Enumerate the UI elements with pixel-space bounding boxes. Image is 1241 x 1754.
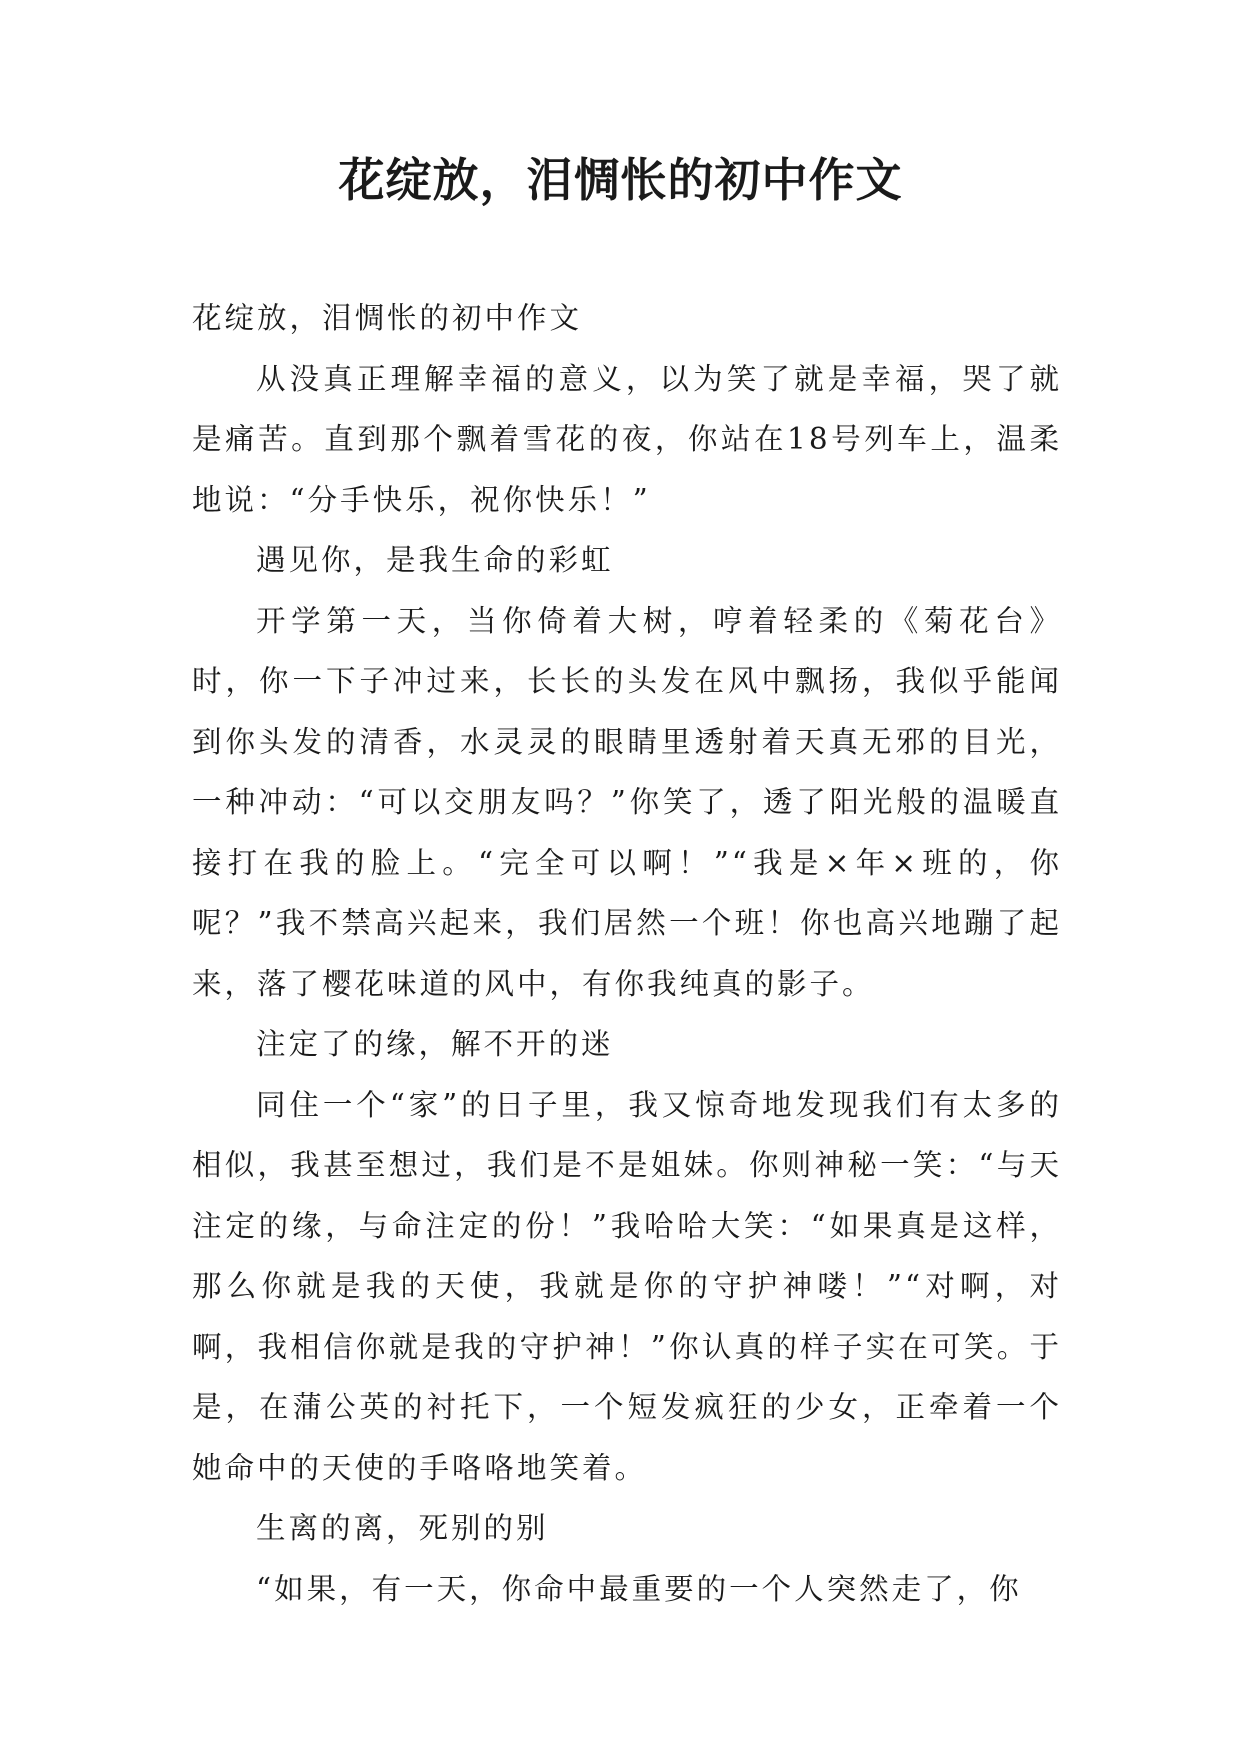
document-body: [192, 288, 1062, 1619]
section-heading-parting: 生离的离，死别的别: [256, 1511, 549, 1545]
paragraph-if-someday: “如果，有一天，你命中最重要的一个人突然走了，你: [256, 1571, 1022, 1606]
section-heading-fate: 注定了的缘，解不开的迷: [256, 1027, 614, 1061]
section-heading-rainbow: 遇见你，是我生命的彩虹: [256, 543, 614, 577]
paragraph-subtitle: 花绽放，泪惆怅的初中作文: [192, 301, 583, 335]
paragraph-intro: 从没真正理解幸福的意义，以为笑了就是幸福，哭了就是痛苦。直到那个飘着雪花的夜，你站在18号列车上，温柔地说：“分手快乐，祝你快乐！”: [192, 361, 1062, 517]
document-title: 花绽放，泪惆怅的初中作文: [338, 153, 903, 207]
paragraph-first-day: 开学第一天，当你倚着大树，哼着轻柔的《菊花台》时，你一下子冲过来，长长的头发在风中飘扬，我似乎能闻到你头发的清香，水灵灵的眼睛里透射着天真无邪的目光，一种冲动：“可以交朋友吗？”你笑了，透了阳光般的温暖直接打在我的脸上。“完全可以啊！”“我是×年×班的，你呢？”我不禁高兴起来，我们居然一个班！你也高兴地蹦了起来，落了樱花味道的风中，有你我纯真的影子。: [192, 603, 1062, 1001]
paragraph-same-home: 同住一个“家”的日子里，我又惊奇地发现我们有太多的相似，我甚至想过，我们是不是姐妹。你则神秘一笑：“与天注定的缘，与命注定的份！”我哈哈大笑：“如果真是这样，那么你就是我的天使，我就是你的守护神喽！”“对啊，对啊，我相信你就是我的守护神！”你认真的样子实在可笑。于是，在蒲公英的衬托下，一个短发疯狂的少女，正牵着一个她命中的天使的手咯咯地笑着。: [192, 1087, 1062, 1485]
